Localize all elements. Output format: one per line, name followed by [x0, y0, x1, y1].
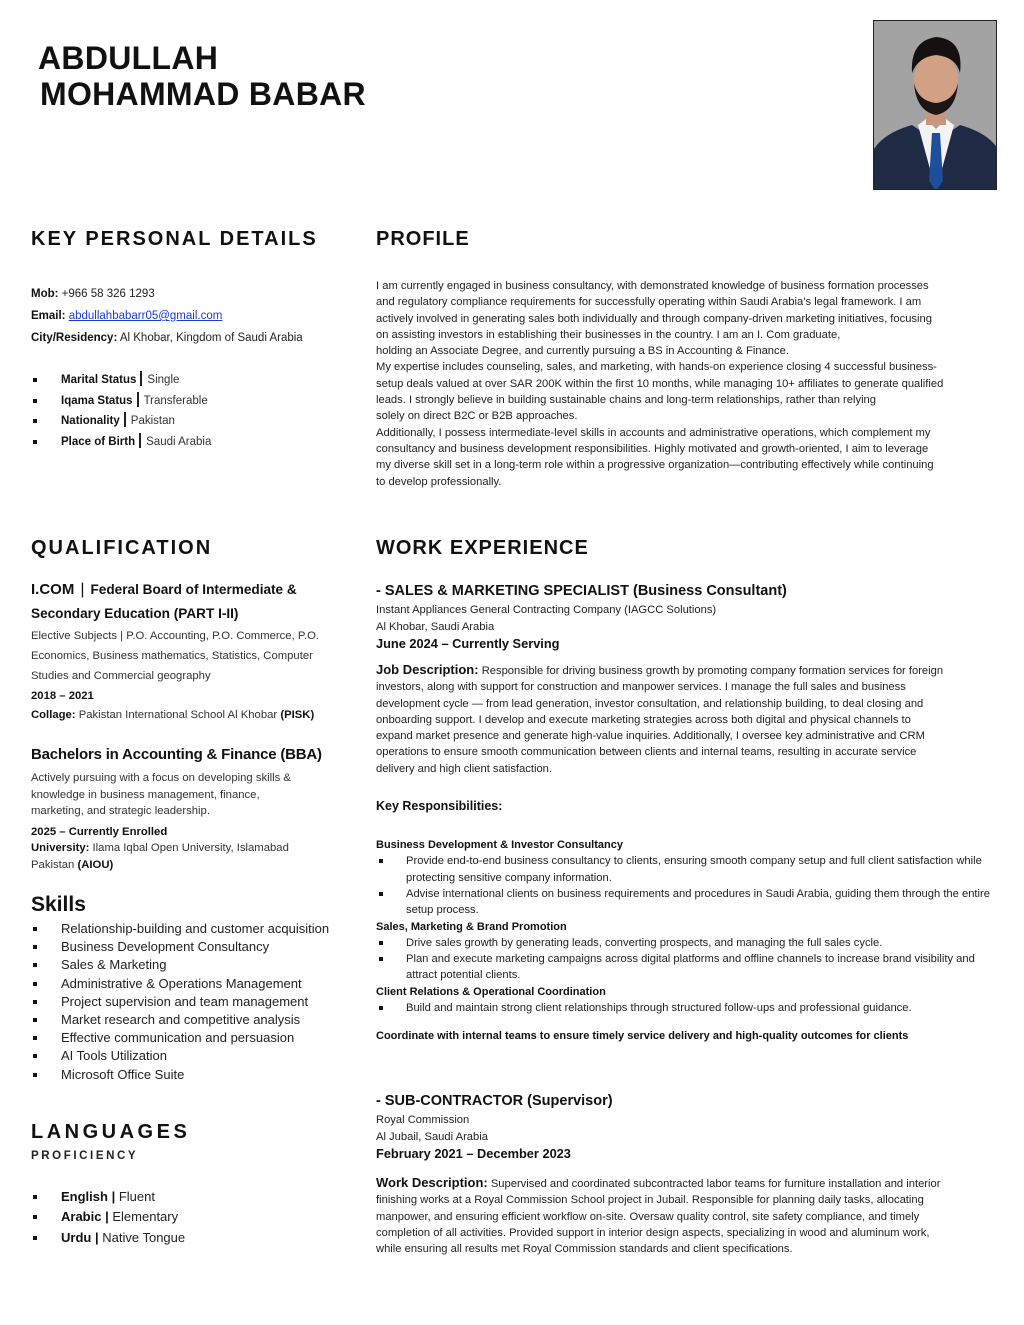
skill-item: Market research and competitive analysis: [31, 1011, 341, 1029]
job-description-label: Job Description:: [376, 662, 479, 677]
work-description: Work Description: Supervised and coordinated subcontracted labor teams for furniture installation and interior finishing works at a Royal Commission School project in Jubail. Responsible for planning daily tasks, allocating manpower, and ensuring efficient workflow on-site. Oversaw quality control, site safety compliance, and timely completion of all activities. Provided support in interior design aspects, specializing in wood and aluminum work, while ensuring all results met Royal Commission standards and client specifications.: [376, 1175, 941, 1256]
resp-group-heading: Sales, Marketing & Brand Promotion: [376, 920, 567, 933]
section-title-qualification: QUALIFICATION: [31, 537, 213, 559]
profile-photo: [873, 20, 997, 190]
responsibility-item: Provide end-to-end business consultancy to clients, ensuring smooth company setup and full client satisfaction while protecting sensitive company information.: [376, 853, 1006, 886]
job-entry-1: [376, 583, 1006, 1042]
section-title-work-experience: WORK EXPERIENCE: [376, 537, 589, 559]
job-entry-2: [376, 1093, 1006, 1257]
responsibility-item: Build and maintain strong client relationships through structured follow-ups and professional guidance.: [376, 1000, 1006, 1016]
skill-item: AI Tools Utilization: [31, 1047, 341, 1065]
job-description: Job Description: Responsible for driving business growth by promoting company formation services for foreign investors, along with support for construction and manpower services. I manage the full sales and business development cycle — from lead generation, investor consultation, and relationship building, to deal closing and onboarding support. I develop and execute marketing strategies across both digital and physical channels to expand market presence and generate high-value inquiries. Additionally, I oversee key administrative and CRM operations to ensure smooth communication between clients and internal teams, resulting in accurate service delivery and high client satisfaction.: [376, 662, 944, 775]
list-item: Place of Birth Saudi Arabia: [31, 432, 361, 453]
skill-item: Effective communication and persuasion: [31, 1029, 341, 1047]
work-description-label: Work Description:: [376, 1175, 488, 1190]
skill-item: Administrative & Operations Management: [31, 975, 341, 993]
email-row: [31, 305, 361, 327]
section-title-skills: Skills: [31, 893, 86, 916]
city-label: City/Residency:: [31, 332, 118, 344]
list-item: Marital Status Single: [31, 370, 361, 391]
separator: [140, 371, 142, 386]
job-company: Instant Appliances General Contracting Company (IAGCC Solutions): [376, 604, 717, 616]
coordination-statement: Coordinate with internal teams to ensure timely service delivery and high-quality outcomes for clients: [376, 1030, 909, 1043]
job-company: Royal Commission: [376, 1114, 470, 1126]
degree-name: I.COM: [31, 581, 75, 598]
language-item: English | Fluent: [31, 1187, 331, 1207]
email-label: Email:: [31, 310, 66, 322]
job-location: Al Jubail, Saudi Arabia: [376, 1130, 488, 1143]
city-value: Al Khobar, Kingdom of Saudi Arabia: [119, 332, 303, 344]
list-item: Iqama Status Transferable: [31, 391, 361, 412]
qualification-icom: I.COM | Federal Board of Intermediate & Secondary Education (PART I-II) Elective Subjects | P.O. Accounting, P.O. Commerce, P.O. Economics, Business mathematics, Statistics, Computer Studies and Commercial geography 2018 – 2021 Collage: Pakistan International School Al Khobar (PISK): [31, 578, 361, 723]
mobile-value: +966 58 326 1293: [61, 288, 155, 300]
skills-list: [31, 920, 341, 1084]
language-item: Urdu | Native Tongue: [31, 1228, 331, 1248]
subjects: Elective Subjects | P.O. Accounting, P.O. Commerce, P.O. Economics, Business mathematics, Statistics, Computer Studies and Commercial geography: [31, 630, 320, 682]
university-name: Ilama Iqbal Open University, Islamabad: [92, 842, 289, 854]
skill-item: Business Development Consultancy: [31, 938, 341, 956]
responsibility-item: Advise international clients on business requirements and procedures in Saudi Arabia, guiding them through the entire setup process.: [376, 886, 1006, 919]
key-responsibilities-title: Key Responsibilities:: [376, 799, 503, 814]
separator: [124, 412, 126, 427]
languages-subtitle: PROFICIENCY: [31, 1150, 139, 1162]
language-item: Arabic | Elementary: [31, 1207, 331, 1227]
job-dates: February 2021 – December 2023: [376, 1146, 571, 1161]
personal-details-list: [31, 370, 361, 452]
profile-summary: I am currently engaged in business consultancy, with demonstrated knowledge of business formation processes and regulatory compliance requirements for successfully operating within Saudi Arabia’s legal framework. I am actively involved in generating sales both individually and through company-driven marketing initiatives, focusing on assisting investors in establishing their businesses in the country. I am an I. Com graduate, holding an Associate Degree, and currently pursuing a BS in Accounting & Finance. My expertise includes counseling, sales, and marketing, with hands-on experience closing 4 successful business- setup deals valued at over SAR 200K within the first 10 months, while managing 10+ affiliates to generate qualified leads. I strongly believe in building sustainable chains and long-term relationships, rather than relying solely on direct B2C or B2B approaches. Additionally, I possess intermediate-level skills in accounts and administrative operations, which complement my consultancy and business development responsibilities. Highly motivated and growth-oriented, I aim to leverage my diverse skill set in a long-term role within a progressive organization—contributing effectively while continuing to develop professionally.: [376, 280, 944, 488]
email-link[interactable]: abdullahbabarr05@gmail.com: [68, 310, 223, 322]
icom-years: 2018 – 2021: [31, 690, 94, 702]
resp-group-heading: Client Relations & Operational Coordination: [376, 985, 606, 998]
section-title-languages: LANGUAGES: [31, 1121, 191, 1143]
resp-group-heading: Business Development & Investor Consultancy: [376, 839, 623, 852]
bba-title: Bachelors in Accounting & Finance (BBA): [31, 746, 322, 763]
name-line-2: MOHAMMAD BABAR: [40, 76, 366, 112]
mobile-row: [31, 283, 361, 305]
candidate-name: [38, 40, 366, 112]
skill-item: Sales & Marketing: [31, 956, 341, 974]
bba-years: 2025 – Currently Enrolled: [31, 825, 168, 838]
qualification-bba: Bachelors in Accounting & Finance (BBA) Actively pursuing with a focus on developing skills & knowledge in business management, finance, marketing, and strategic leadership. 2025 – Currently Enrolled University: Ilama Iqbal Open University, Islamabad Pakistan (AIOU): [31, 743, 361, 873]
contact-details: [31, 283, 361, 349]
section-title-personal-details: KEY PERSONAL DETAILS: [31, 228, 318, 250]
job-title: - SALES & MARKETING SPECIALIST (Business Consultant): [376, 583, 787, 599]
separator: [137, 392, 139, 407]
languages-list: [31, 1187, 331, 1248]
section-title-profile: PROFILE: [376, 228, 470, 250]
name-line-1: ABDULLAH: [38, 40, 219, 76]
job-dates: June 2024 – Currently Serving: [376, 636, 560, 651]
job-title: - SUB-CONTRACTOR (Supervisor): [376, 1093, 613, 1109]
skill-item: Project supervision and team management: [31, 993, 341, 1011]
portrait-image: [874, 21, 997, 190]
city-row: [31, 327, 361, 349]
separator: [139, 433, 141, 448]
responsibility-item: Plan and execute marketing campaigns across digital platforms and offline channels to increase brand visibility and attract potential clients.: [376, 951, 1006, 984]
bba-description: Actively pursuing with a focus on developing skills & knowledge in business management, finance, marketing, and strategic leadership.: [31, 772, 291, 817]
job-location: Al Khobar, Saudi Arabia: [376, 620, 495, 633]
skill-item: Relationship-building and customer acquisition: [31, 920, 341, 938]
responsibilities: [376, 837, 1006, 1016]
board-name: Federal Board of Intermediate &: [90, 582, 297, 597]
responsibility-item: Drive sales growth by generating leads, converting prospects, and managing the full sales cycle.: [376, 935, 1006, 951]
mobile-label: Mob:: [31, 288, 59, 300]
skill-item: Microsoft Office Suite: [31, 1066, 341, 1084]
list-item: Nationality Pakistan: [31, 411, 361, 432]
college-name: Pakistan International School Al Khobar: [78, 708, 278, 721]
